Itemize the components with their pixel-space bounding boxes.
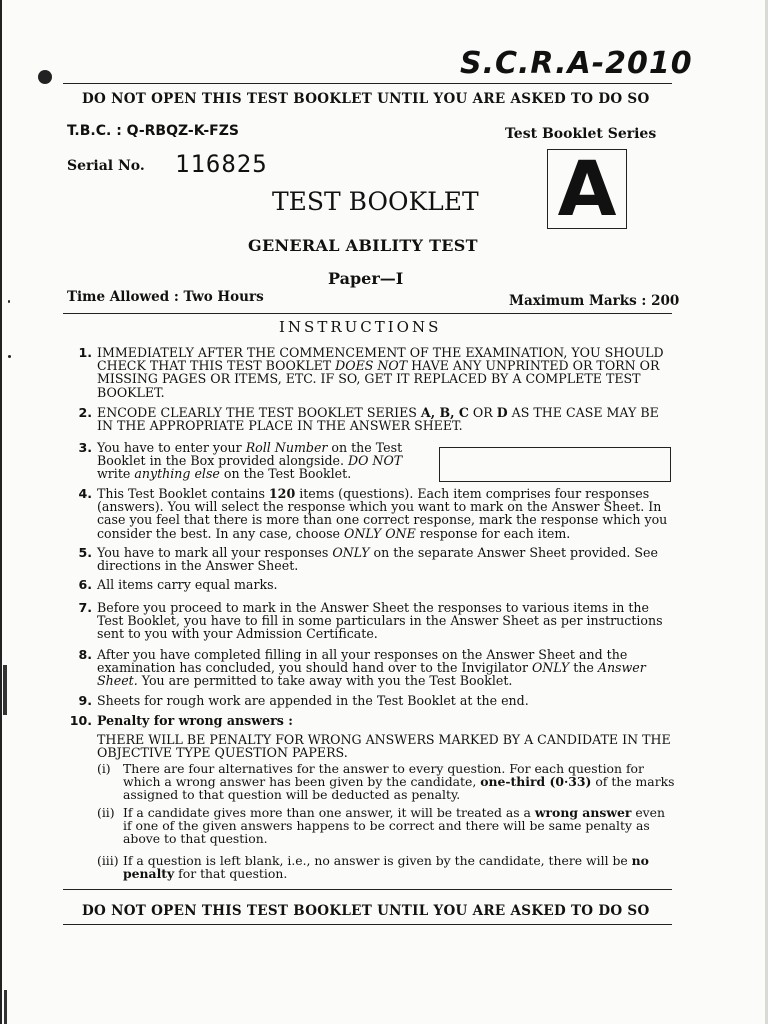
text-run: A, B, C (420, 405, 469, 420)
text-run: on the Test Booklet. (219, 466, 352, 482)
serial-label: Serial No. (67, 158, 145, 174)
booklet-title: TEST BOOKLET (272, 187, 479, 216)
penalty-sub-item (97, 854, 675, 880)
text-run: on the separate Answer Sheet provided. See directions in the Answer Sheet. (97, 545, 658, 574)
paper-label: Paper—I (328, 269, 404, 288)
subject-title: GENERAL ABILITY TEST (248, 236, 478, 255)
text-run: items (questions). Each item comprises four responses (answers). You will select the response which you want to mark on the Answer Sheet. In case you feel that there is more than one correct response, mark the response which you consider the best. In any case, choose (97, 486, 668, 541)
text-run: 120 (268, 486, 296, 501)
text-run: response for each item. (415, 525, 571, 541)
max-marks: Maximum Marks : 200 (509, 293, 680, 309)
instruction-item (66, 648, 674, 688)
sub-item-text (123, 854, 675, 880)
instruction-item (66, 546, 674, 572)
text-run: Roll Number (245, 440, 328, 455)
instruction-item (66, 441, 426, 481)
speck (8, 300, 10, 303)
text-run: HAVE ANY UNPRINTED OR TORN OR MISSING PAGES OR ITEMS, ETC. IF SO, GET IT REPLACED BY A COMPLETE TEST BOOKLET. (97, 358, 660, 400)
text-run: There are four alternatives for the answer to every question. For each question for which a wrong answer has been given by the candidate, (123, 761, 644, 789)
item-text (97, 694, 674, 707)
text-run: All items carry equal marks. (97, 577, 278, 592)
text-run: ENCODE CLEARLY THE TEST BOOKLET SERIES (97, 405, 421, 420)
item-number: 6. (78, 577, 92, 592)
time-allowed: Time Allowed : Two Hours (67, 289, 264, 305)
text-run: Before you proceed to mark in the Answer Sheet the responses to various items in the Test Booklet, you have to fill in some particulars in the Answer Sheet as per instructions sent to you with your Admission Certificate. (97, 600, 663, 642)
text-run: ONLY ONE (344, 525, 416, 541)
sub-item-text (123, 806, 675, 845)
item-number: 5. (78, 545, 92, 560)
instruction-item (66, 694, 674, 707)
text-run: the (569, 660, 598, 676)
item-number: 7. (78, 600, 92, 615)
instruction-item (66, 406, 674, 432)
series-label: Test Booklet Series (505, 126, 657, 142)
text-run: If a candidate gives more than one answer, it will be treated as a (123, 805, 535, 820)
scan-left-border (0, 0, 2, 1024)
top-banner: DO NOT OPEN THIS TEST BOOKLET UNTIL YOU ARE ASKED TO DO SO (82, 91, 650, 107)
bottom-banner: DO NOT OPEN THIS TEST BOOKLET UNTIL YOU ARE ASKED TO DO SO (82, 903, 650, 919)
item-text (97, 487, 674, 540)
item-text (97, 406, 674, 432)
text-run: If a question is left blank, i.e., no answer is given by the candidate, there will be (123, 853, 632, 868)
item-text (97, 546, 674, 572)
text-run: After you have completed filling in all your responses on the Answer Sheet and the examination has concluded, you should hand over to the Invigilator (97, 647, 628, 676)
item-text (97, 648, 674, 688)
item-text (97, 578, 674, 591)
item-text (97, 601, 674, 641)
item-number: 8. (78, 647, 92, 662)
speck (8, 355, 11, 358)
item-number: 10. (69, 713, 92, 728)
scan-mark (3, 665, 7, 715)
text-run: AS THE CASE MAY BE IN THE APPROPRIATE PLACE IN THE ANSWER SHEET. (97, 405, 659, 434)
instruction-item (66, 346, 674, 399)
sub-item-number: (ii) (97, 805, 115, 820)
instruction-item (66, 601, 674, 641)
penalty-intro: THERE WILL BE PENALTY FOR WRONG ANSWERS MARKED BY A CANDIDATE IN THE OBJECTIVE TYPE QUESTION PAPERS. (97, 732, 671, 761)
text-run: Answer Sheet. (97, 660, 646, 689)
text-run: You have to mark all your responses (97, 545, 333, 560)
text-run: D (496, 405, 508, 420)
instruction-item (66, 578, 674, 591)
serial-value: 116825 (175, 150, 268, 178)
series-box (547, 144, 627, 233)
handwritten-code: S.C.R.A-2010 (460, 46, 693, 81)
item-text (97, 714, 674, 727)
roll-number-box[interactable] (439, 447, 671, 482)
text-run: write (97, 466, 135, 482)
tbc-line (67, 123, 239, 139)
text-run: for that question. (174, 866, 288, 881)
top-rule (63, 83, 672, 84)
text-run: wrong answer (534, 805, 632, 820)
sub-item-number: (iii) (97, 853, 119, 868)
text-run: IMMEDIATELY AFTER THE COMMENCEMENT OF THE EXAMINATION, YOU SHOULD CHECK THAT THIS TEST BOOKLET (97, 345, 664, 374)
text-run: anything else (134, 466, 220, 482)
text-run: DOES NOT (335, 358, 408, 374)
text-run: OR (468, 405, 497, 420)
text-run: even if one of the given answers happens to be correct and there will be same penalty as above to that question. (123, 805, 665, 846)
penalty-sub-item (97, 762, 675, 801)
instructions-heading: INSTRUCTIONS (279, 318, 442, 336)
text-run: one-third (0·33) (480, 774, 592, 789)
item-number: 1. (78, 345, 92, 360)
instruction-item (66, 714, 674, 727)
text-run: You are permitted to take away with you the Test Booklet. (137, 673, 513, 689)
item-number: 4. (78, 486, 92, 501)
item-number: 2. (78, 405, 92, 420)
series-letter: A (557, 144, 617, 233)
item-text (97, 441, 426, 481)
header-rule (63, 313, 672, 314)
tbc-label: T.B.C. : (67, 123, 122, 139)
bottom-rule (63, 924, 672, 925)
bottom-rule-top (63, 889, 672, 890)
penalty-sub-item (97, 806, 675, 845)
item-text (97, 346, 674, 399)
item-number: 3. (78, 440, 92, 455)
text-run: Penalty for wrong answers : (97, 713, 293, 728)
text-run: Sheets for rough work are appended in the Test Booklet at the end. (97, 693, 529, 708)
text-run: of the marks assigned to that question will be deducted as penalty. (123, 774, 675, 802)
sub-item-text (123, 762, 675, 801)
text-run: This Test Booklet contains (97, 486, 269, 501)
text-run: ONLY (332, 545, 370, 560)
item-number: 9. (78, 693, 92, 708)
text-run: on the Test Booklet in the Box provided alongside. (97, 440, 403, 469)
sub-item-number: (i) (97, 761, 111, 776)
tbc-value: Q-RBQZ-K-FZS (126, 123, 239, 139)
text-run: DO NOT (348, 453, 403, 469)
text-run: ONLY (531, 660, 570, 676)
instruction-item (66, 487, 674, 540)
scan-mark (4, 990, 7, 1024)
text-run: no penalty (123, 853, 649, 881)
text-run: You have to enter your (97, 440, 246, 455)
punch-mark (38, 70, 52, 84)
